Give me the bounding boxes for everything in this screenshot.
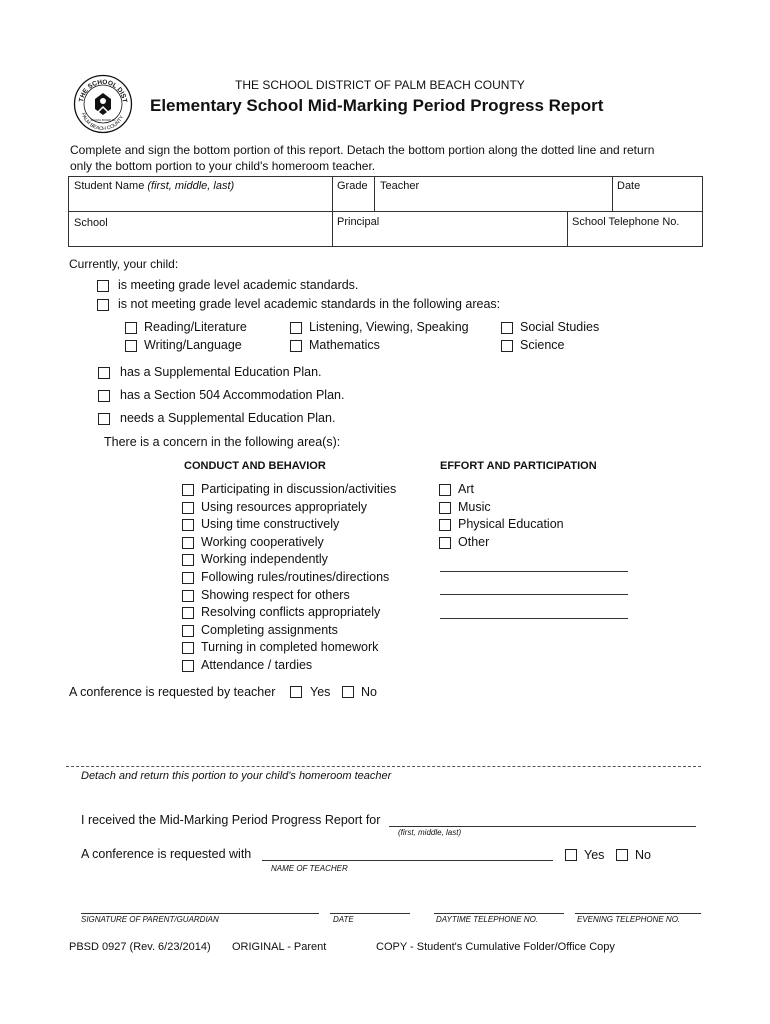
info-table-divider: [68, 211, 703, 212]
district-name: THE SCHOOL DISTRICT OF PALM BEACH COUNTY: [235, 78, 525, 92]
conduct-item-checkbox[interactable]: [182, 590, 194, 602]
effort-other-line-1[interactable]: [440, 571, 628, 572]
seal-text-bottom: PALM BEACH COUNTY: [79, 112, 126, 133]
listening-label: Listening, Viewing, Speaking: [309, 320, 469, 334]
principal-field[interactable]: Principal: [337, 216, 380, 228]
conduct-item-checkbox[interactable]: [182, 554, 194, 566]
school-field[interactable]: School: [74, 217, 108, 229]
date-field[interactable]: Date: [617, 180, 641, 192]
effort-item-label: Other: [458, 534, 490, 549]
detach-no-checkbox[interactable]: [616, 849, 628, 861]
date-signature-line[interactable]: [330, 913, 410, 914]
conduct-item-label: Using time constructively: [201, 517, 340, 532]
math-checkbox[interactable]: [290, 340, 302, 352]
conduct-item-checkbox[interactable]: [182, 484, 194, 496]
conference-no-label: No: [361, 685, 377, 699]
effort-item-label: Music: [458, 499, 491, 514]
conduct-item-label: Working independently: [201, 552, 328, 567]
evening-phone-line[interactable]: [575, 913, 701, 914]
detach-note: Detach and return this portion to your child's homeroom teacher: [81, 770, 392, 782]
page-title: Elementary School Mid-Marking Period Progress Report: [150, 96, 604, 115]
student-name-label: Student Name: [74, 180, 145, 192]
evening-phone-label: EVENING TELEPHONE NO.: [577, 915, 681, 924]
concern-intro: There is a concern in the following area(s):: [104, 435, 341, 449]
original-note: ORIGINAL - Parent: [232, 941, 327, 953]
conference-yes-label: Yes: [310, 685, 331, 699]
social-studies-checkbox[interactable]: [501, 322, 513, 334]
conduct-item-label: Attendance / tardies: [201, 658, 313, 672]
section-504-checkbox[interactable]: [98, 390, 110, 402]
instructions-line-1: Complete and sign the bottom portion of this report. Detach the bottom portion along the dotted line and return: [70, 143, 655, 157]
conduct-item-label: Resolving conflicts appropriately: [201, 605, 381, 620]
seal-text-inner: SCHOOL BOARD OF: [90, 119, 116, 122]
not-meeting-checkbox[interactable]: [97, 299, 109, 311]
effort-heading: EFFORT AND PARTICIPATION: [440, 460, 597, 472]
conference-with-label: A conference is requested with: [81, 847, 252, 861]
conduct-item-checkbox[interactable]: [182, 660, 194, 672]
science-label: Science: [520, 338, 565, 352]
social-studies-label: Social Studies: [520, 320, 600, 334]
reading-checkbox[interactable]: [125, 322, 137, 334]
teacher-field[interactable]: Teacher: [380, 180, 420, 192]
not-meeting-label: is not meeting grade level academic standards in the following areas:: [118, 297, 501, 311]
conduct-item-label: Participating in discussion/activities: [201, 482, 397, 496]
math-label: Mathematics: [309, 338, 380, 352]
needs-plan-checkbox[interactable]: [98, 413, 110, 425]
conduct-item-checkbox[interactable]: [182, 642, 194, 654]
student-name-hint: (first, middle, last): [147, 180, 235, 192]
teacher-name-hint: NAME OF TEACHER: [271, 864, 348, 873]
detach-yes-label: Yes: [584, 848, 605, 862]
conduct-item-checkbox[interactable]: [182, 519, 194, 531]
effort-other-line-2[interactable]: [440, 594, 628, 595]
conference-yes-checkbox[interactable]: [290, 686, 302, 698]
conduct-item-label: Showing respect for others: [201, 587, 350, 602]
effort-item-checkbox[interactable]: [439, 537, 451, 549]
instructions-line-2: only the bottom portion to your child's homeroom teacher.: [70, 159, 376, 173]
conference-teacher-label: A conference is requested by teacher: [69, 685, 276, 699]
reading-label: Reading/Literature: [144, 320, 247, 334]
received-child-name-line[interactable]: [389, 826, 696, 827]
detach-yes-checkbox[interactable]: [565, 849, 577, 861]
conduct-item-checkbox[interactable]: [182, 625, 194, 637]
conduct-item-checkbox[interactable]: [182, 537, 194, 549]
seal-text-top: THE SCHOOL DIST: [78, 78, 128, 104]
status-intro: Currently, your child:: [69, 257, 179, 271]
supplemental-plan-label: has a Supplemental Education Plan.: [120, 365, 322, 379]
meeting-label: is meeting grade level academic standards.: [118, 278, 359, 292]
grade-field[interactable]: Grade: [337, 180, 368, 192]
supplemental-plan-checkbox[interactable]: [98, 367, 110, 379]
effort-item-checkbox[interactable]: [439, 519, 451, 531]
effort-item-label: Physical Education: [458, 517, 564, 532]
received-name-hint: (first, middle, last): [398, 828, 462, 837]
detach-no-label: No: [635, 848, 651, 862]
daytime-phone-line[interactable]: [434, 913, 564, 914]
district-seal-logo: [73, 74, 133, 134]
conduct-item-label: Following rules/routines/directions: [201, 570, 390, 584]
conduct-heading: CONDUCT AND BEHAVIOR: [184, 460, 326, 472]
conduct-item-label: Working cooperatively: [201, 534, 324, 549]
form-id: PBSD 0927 (Rev. 6/23/2014): [69, 941, 211, 953]
meeting-checkbox[interactable]: [97, 280, 109, 292]
conduct-item-label: Completing assignments: [201, 622, 338, 637]
conduct-item-checkbox[interactable]: [182, 607, 194, 619]
conduct-item-label: Turning in completed homework: [201, 640, 379, 655]
daytime-phone-label: DAYTIME TELEPHONE NO.: [436, 915, 539, 924]
date-signature-label: DATE: [333, 915, 354, 924]
conduct-item-checkbox[interactable]: [182, 502, 194, 514]
school-phone-field[interactable]: School Telephone No.: [572, 216, 680, 228]
conference-no-checkbox[interactable]: [342, 686, 354, 698]
science-checkbox[interactable]: [501, 340, 513, 352]
writing-label: Writing/Language: [144, 338, 242, 352]
needs-plan-label: needs a Supplemental Education Plan.: [120, 411, 336, 425]
conduct-item-checkbox[interactable]: [182, 572, 194, 584]
conduct-item-label: Using resources appropriately: [201, 499, 368, 514]
effort-item-label: Art: [458, 482, 474, 496]
conference-teacher-line[interactable]: [262, 860, 553, 861]
listening-checkbox[interactable]: [290, 322, 302, 334]
copy-note: COPY - Student's Cumulative Folder/Office Copy: [376, 941, 615, 953]
received-label: I received the Mid-Marking Period Progress Report for: [81, 813, 381, 827]
parent-signature-line[interactable]: [81, 913, 319, 914]
effort-item-checkbox[interactable]: [439, 502, 451, 514]
parent-signature-label: SIGNATURE OF PARENT/GUARDIAN: [81, 915, 219, 924]
effort-other-line-3[interactable]: [440, 618, 628, 619]
student-name-field[interactable]: [74, 180, 234, 192]
writing-checkbox[interactable]: [125, 340, 137, 352]
section-504-label: has a Section 504 Accommodation Plan.: [120, 388, 345, 402]
effort-item-checkbox[interactable]: [439, 484, 451, 496]
detach-dotted-line: [66, 766, 701, 767]
